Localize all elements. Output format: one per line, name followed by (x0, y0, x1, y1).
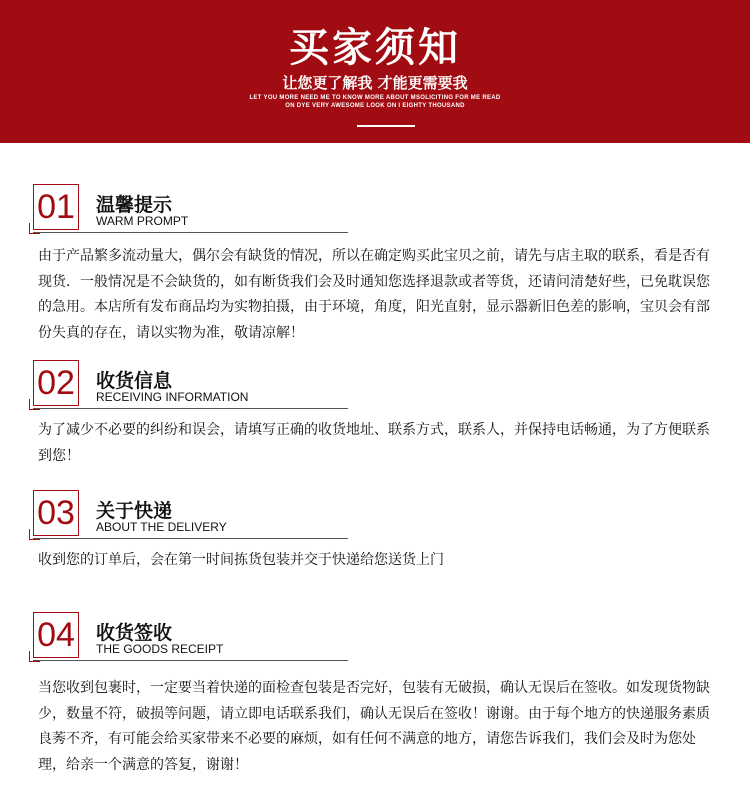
section-number: 04 (33, 612, 79, 658)
section-subtitle: ABOUT THE DELIVERY (96, 520, 227, 534)
section-body: 由于产品繁多流动量大，偶尔会有缺货的情况，所以在确定购买此宝贝之前，请先与店主取的联系，看是否有现货．一般情况是不会缺货的，如有断货我们会及时通知您选择退款或者等货，还请问清楚好些，已免耽误您的急用。本店所有发布商品均为实物拍摄，由于环境，角度，阳光直射，显示器新旧色差的影响，宝贝会有部份失真的存在，请以实物为准，敬请凉解！ (38, 248, 710, 341)
header-banner (0, 0, 750, 143)
banner-divider (357, 125, 415, 127)
section-title: 收货信息 (96, 370, 173, 392)
section-divider (33, 660, 348, 661)
section-subtitle: WARM PROMPT (96, 214, 189, 228)
section-subtitle: RECEIVING INFORMATION (96, 390, 249, 404)
section-title: 关于快递 (96, 500, 173, 522)
section-number: 03 (33, 490, 79, 536)
section-title: 收货签收 (96, 622, 173, 644)
section-number: 02 (33, 360, 79, 406)
banner-tagline: LET YOU MORE NEED ME TO KNOW MORE ABOUT MSOLICITING FOR ME READ (249, 95, 501, 101)
section-divider (33, 408, 348, 409)
section-body: 收到您的订单后，会在第一时间拣货包装并交于快递给您送货上门 (38, 552, 444, 568)
section-divider (33, 232, 348, 233)
section-number: 01 (33, 184, 79, 230)
section-body: 当您收到包裹时，一定要当着快递的面检查包装是否完好，包装有无破损，确认无误后在签收。如发现货物缺少，数量不符，破损等问题，请立即电话联系我们，确认无误后在签收！谢谢。由于每个地方的快递服务素质良莠不齐，有可能会给买家带来不必要的麻烦，如有任何不满意的地方，请您告诉我们，我们会及时为您处理，给亲一个满意的答复，谢谢！ (38, 680, 710, 773)
section-body: 为了减少不必要的纠纷和误会，请填写正确的收货地址、联系方式，联系人，并保持电话畅通，为了方便联系到您！ (38, 422, 710, 464)
banner-subtitle: 让您更了解我 才能更需要我 (282, 74, 468, 92)
section-divider (33, 538, 348, 539)
banner-title: 买家须知 (289, 25, 461, 71)
section-title: 温馨提示 (96, 194, 173, 216)
banner-tagline: ON DYE VERY AWESOME LOOK ON I EIGHTY THOUSAND (285, 103, 465, 109)
section-subtitle: THE GOODS RECEIPT (96, 642, 224, 656)
